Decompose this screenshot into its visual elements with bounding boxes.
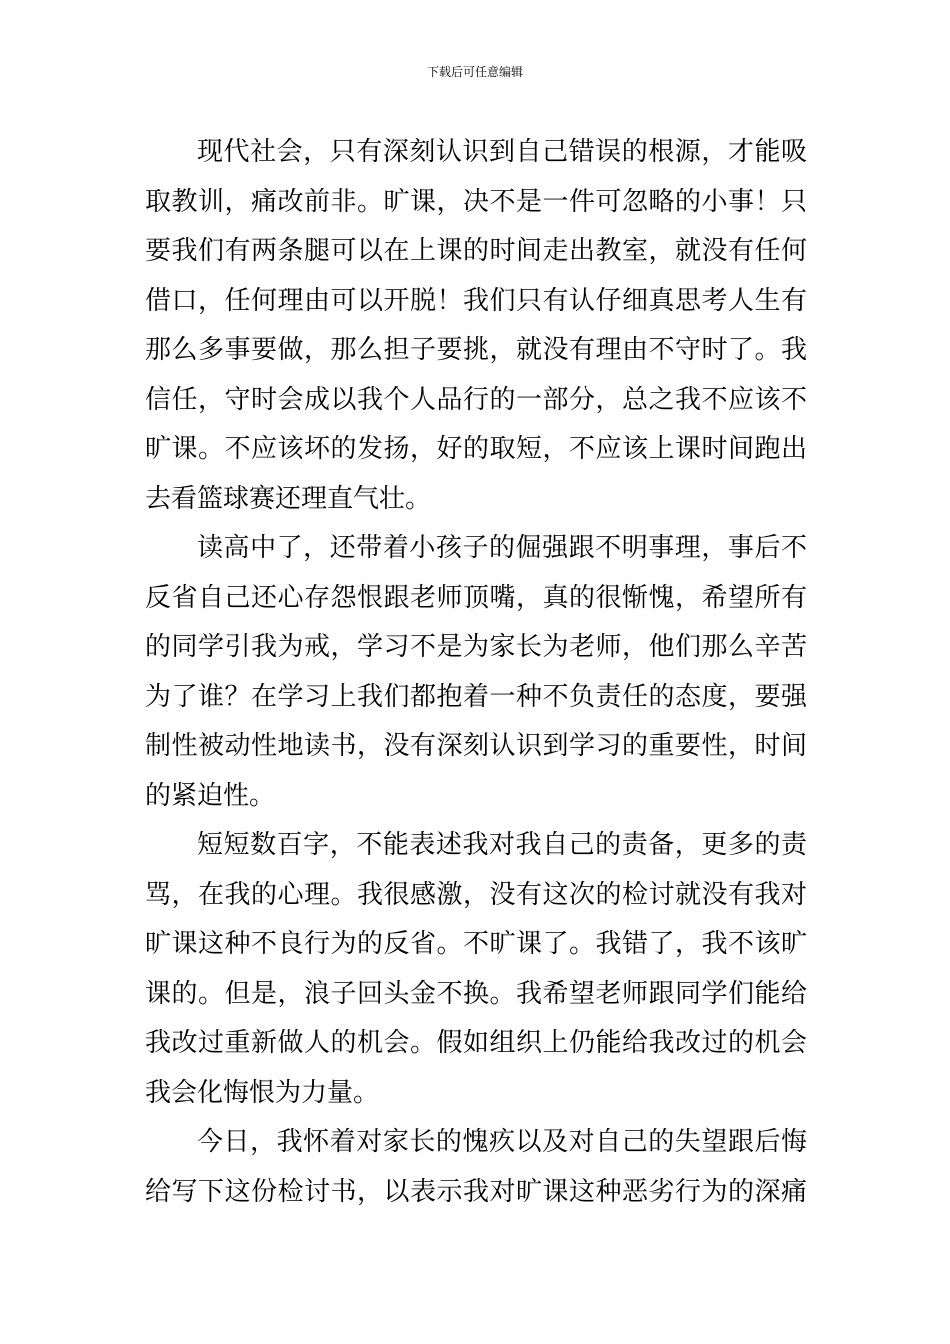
text-line: 读高中了，还带着小孩子的倔强跟不明事理，事后不 xyxy=(197,533,807,563)
document-body xyxy=(145,128,807,1217)
text-line: 去看篮球赛还理直气壮。 xyxy=(145,483,432,514)
text-line: 现代社会，只有深刻认识到自己错误的根源，才能吸 xyxy=(197,137,807,167)
text-line: 我会化悔恨为力量。 xyxy=(145,1077,380,1108)
text-line: 制性被动性地读书，没有深刻认识到学习的重要性，时间 xyxy=(145,731,807,761)
page-header: 下载后可任意编辑 xyxy=(426,65,523,79)
text-line: 骂，在我的心理。我很感激，没有这次的检讨就没有我对 xyxy=(145,879,807,910)
text-line: 反省自己还心存怨恨跟老师顶嘴，真的很惭愧，希望所有 xyxy=(145,582,807,613)
text-line: 的同学引我为戒，学习不是为家长为老师，他们那么辛苦 xyxy=(145,632,807,662)
text-line: 要我们有两条腿可以在上课的时间走出教室，就没有任何 xyxy=(145,236,807,266)
text-line: 信任，守时会成以我个人品行的一部分，总之我不应该不 xyxy=(145,384,807,415)
text-line: 给写下这份检讨书，以表示我对旷课这种恶劣行为的深痛 xyxy=(145,1176,807,1207)
text-line: 旷课。不应该坏的发扬，好的取短，不应该上课时间跑出 xyxy=(145,434,807,464)
text-line: 借口，任何理由可以开脱！我们只有认仔细真思考人生有 xyxy=(145,285,807,316)
text-line: 的紧迫性。 xyxy=(145,780,276,811)
text-line: 那么多事要做，那么担子要挑，就没有理由不守时了。我 xyxy=(145,335,807,365)
text-line: 旷课这种不良行为的反省。不旷课了。我错了，我不该旷 xyxy=(145,929,807,959)
text-line: 为了谁？在学习上我们都抱着一种不负责任的态度，要强 xyxy=(145,681,807,712)
text-line: 课的。但是，浪子回头金不换。我希望老师跟同学们能给 xyxy=(145,978,807,1009)
text-line: 我改过重新做人的机会。假如组织上仍能给我改过的机会 xyxy=(145,1028,807,1058)
text-line: 取教训，痛改前非。旷课，决不是一件可忽略的小事！只 xyxy=(145,186,807,217)
text-line: 今日，我怀着对家长的愧疚以及对自己的失望跟后悔 xyxy=(197,1127,807,1157)
text-line: 短短数百字，不能表述我对我自己的责备，更多的责 xyxy=(197,830,807,860)
